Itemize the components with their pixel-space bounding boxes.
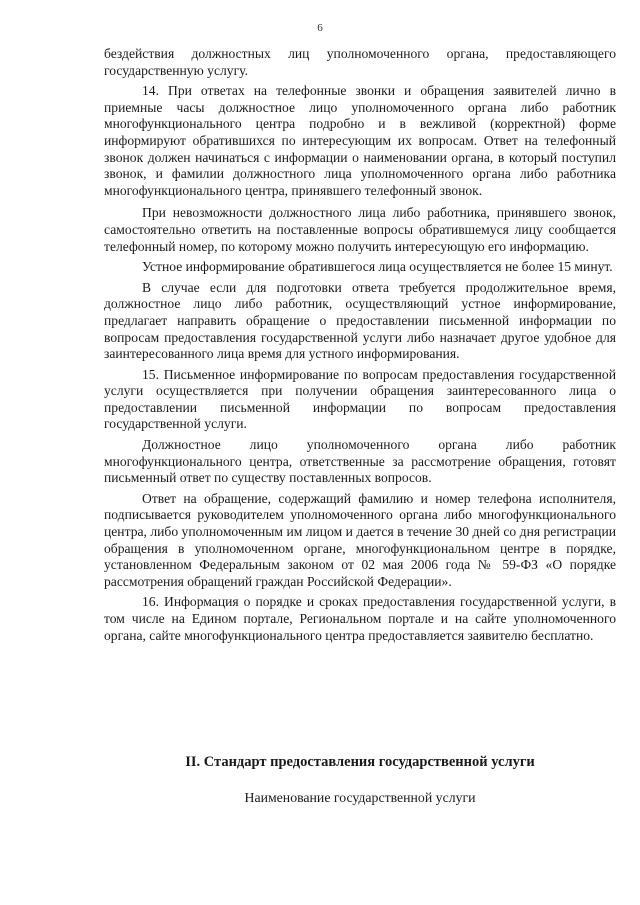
paragraph-continuation: бездействия должностных лиц уполномоченного органа, предоставляющего государственную услугу. — [104, 46, 616, 78]
paragraph-oral-duration: Устное информирование обратившегося лица осуществляется не более 15 минут. — [142, 259, 613, 275]
section-title: II. Стандарт предоставления государственной услуги — [185, 754, 535, 770]
subsection-title: Наименование государственной услуги — [244, 790, 476, 805]
paragraph-16: 16. Информация о порядке и сроках предоставления государственной услуги, в том числе на Едином портале, Региональном портале и на сайте уполномоченного органа, сайте многофункционального центра предоставляется заявителю бесплатно. — [104, 594, 616, 643]
paragraph-15: 15. Письменное информирование по вопросам предоставления государственной услуги осуществляется при получении обращения заинтересованного лица о предоставлении письменной информации по вопросам предоставления государственной услуги. — [104, 366, 616, 432]
page-number: 6 — [317, 22, 323, 34]
paragraph-long-answer: В случае если для подготовки ответа требуется продолжительное время, должностное лицо либо работник, осуществляющий устное информирование, предлагает направить обращение о предоставлении письменной информации по вопросам предоставления государственной услуги либо назначает другое удобное для заинтересованного лица время для устного информирования. — [104, 279, 616, 362]
paragraph-answer-signing: Ответ на обращение, содержащий фамилию и номер телефона исполнителя, подписывается руководителем уполномоченного органа либо многофункционального центра, либо уполномоченным им лицом и дается в течение 30 дней со дня регистрации обращения в уполномоченном органе, многофункциональном центре в порядке, установленном Федеральным законом от 02 мая 2006 года № 59-ФЗ «О порядке рассмотрения обращений граждан Российской Федерации». — [104, 490, 616, 589]
paragraph-written-answer: Должностное лицо уполномоченного органа либо работник многофункционального центра, ответственные за рассмотрение обращения, готовят письменный ответ по существу поставленных вопросов. — [104, 437, 616, 486]
document-body — [104, 46, 616, 648]
paragraph-no-answer: При невозможности должностного лица либо работника, принявшего звонок, самостоятельно ответить на поставленные вопросы обратившемуся лицу сообщается телефонный номер, по которому можно получить интересующую его информацию. — [104, 205, 616, 254]
paragraph-14: 14. При ответах на телефонные звонки и обращения заявителей лично в приемные часы должностное лицо уполномоченного органа либо работник многофункционального центра подробно и в вежливой (корректной) форме информируют обратившихся по интересующим их вопросам. Ответ на телефонный звонок должен начинаться с информации о наименовании органа, в который поступил звонок, и фамилии должностного лица уполномоченного органа либо работника многофункционального центра, принявшего телефонный звонок. — [104, 83, 616, 198]
